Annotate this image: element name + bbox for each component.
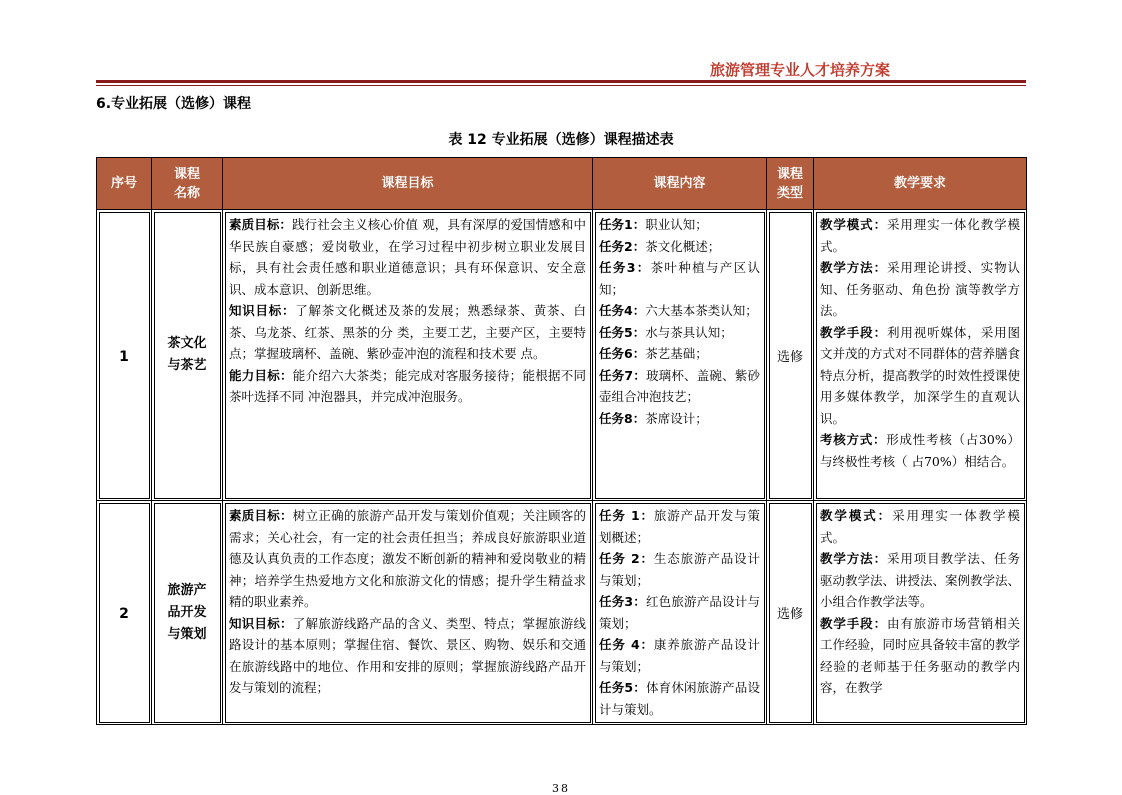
row-seq: 2 (97, 501, 152, 725)
page-number: 38 (552, 782, 570, 795)
row-course-goal: 素质目标：树立正确的旅游产品开发与策划价值观；关注顾客的需求；关心社会，有一定的社会责任担当；养成良好旅游职业道德及认真负责的工作态度；激发不断创新的精神和爱岗敬业的精神；培养学生热爱地方文化和旅游文化的情感；提升学生精益求精的职业素养。 知识目标：了解旅游线路产品的含义、类型、特点；掌握旅游线路设计的基本原则；掌握住宿、餐饮、景区、购物、娱乐和交通在旅游线路中的地位、作用和安排的原则；掌握旅游线路产品开发与策划的流程； (223, 501, 593, 725)
header-seq: 序号 (97, 158, 152, 210)
header-course-content: 课程内容 (593, 158, 767, 210)
table-row (97, 501, 1027, 725)
row-course-goal: 素质目标：践行社会主义核心价值 观，具有深厚的爱国情感和中华民族自豪感；爱岗敬业，在学习过程中初步树立职业发展目标，具有社会责任感和职业道德意识；具有环保意识、安全意识、成本意识、创新思维。 知识目标：了解茶文化概述及茶的发展；熟悉绿茶、黄茶、白茶、乌龙茶、红茶、黑茶的分 类，主要工艺，主要产区，主要特点；掌握玻璃杯、盖碗、紫砂壶冲泡的流程和技术要 点。 能力目标：能介绍六大茶类；能完成对客服务接待；能根据不同茶叶选择不同 冲泡器具，并完成冲泡服务。 (223, 210, 593, 501)
row-course-content: 任务 1：旅游产品开发与策划概述； 任务 2：生态旅游产品设计与策划； 任务3：红色旅游产品设计与策划； 任务 4：康养旅游产品设计与策划； 任务5：体育休闲旅游产品设计与策划。 (593, 501, 767, 725)
row-course-name: 茶文化 与茶艺 (152, 210, 223, 501)
row-course-type: 选修 (767, 210, 814, 501)
row-course-type: 选修 (767, 501, 814, 725)
row-course-content: 任务1：职业认知； 任务2：茶文化概述； 任务3：茶叶种植与产区认知； 任务4：六大基本茶类认知； 任务5：水与茶具认知； 任务6：茶艺基础； 任务7：玻璃杯、盖碗、紫砂壶组合冲泡技艺； 任务8：茶席设计； (593, 210, 767, 501)
header-rule-thin (96, 85, 1026, 86)
row-teaching-req: 教学模式：采用理实一体化教学模式。 教学方法：采用理论讲授、实物认知、任务驱动、角色扮 演等教学方法。 教学手段：利用视听媒体，采用图文并茂的方式对不同群体的营养膳食特点分析，提高教学的时效性授课使用多媒体教学，加深学生的直观认识。 考核方式：形成性考核（占30%）与终极性考核（ 占70%）相结合。 (814, 210, 1027, 501)
table-row (97, 210, 1027, 501)
row-seq: 1 (97, 210, 152, 501)
course-description-table (96, 157, 1027, 725)
header-course-goal: 课程目标 (223, 158, 593, 210)
table-caption: 表 12 专业拓展（选修）课程描述表 (448, 132, 674, 148)
row-course-name: 旅游产 品开发 与策划 (152, 501, 223, 725)
header-course-type: 课程 类型 (767, 158, 814, 210)
document-header-title: 旅游管理专业人才培养方案 (709, 61, 890, 79)
header-rule-thick (96, 80, 1026, 83)
section-heading: 6.专业拓展（选修）课程 (96, 96, 252, 112)
header-teaching-req: 教学要求 (814, 158, 1027, 210)
row-teaching-req: 教学模式：采用理实一体教学模式。 教学方法：采用项目教学法、任务驱动教学法、讲授法、案例教学法、小组合作教学法等。 教学手段：由有旅游市场营销相关工作经验，同时应具备较丰富的教学经验的老师基于任务驱动的教学内容，在教学 (814, 501, 1027, 725)
header-course-name: 课程 名称 (152, 158, 223, 210)
